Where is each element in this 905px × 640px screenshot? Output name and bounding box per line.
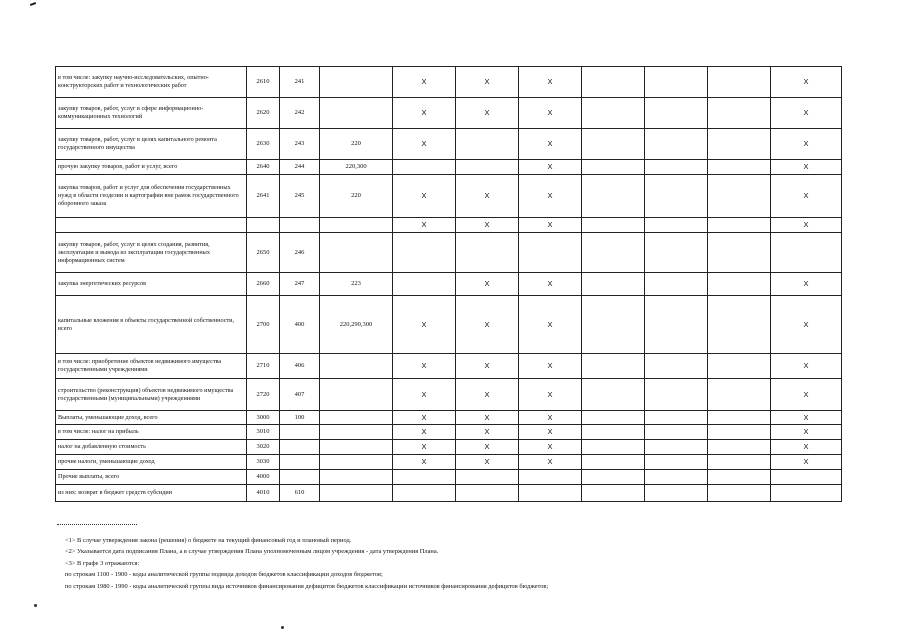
footnote-1: <1> В случае утверждения закона (решения) о бюджете на текущий финансовый год и плановый период. (65, 537, 352, 544)
row-kbk-cell: 242 (280, 98, 320, 129)
row-name-cell: прочие налоги, уменьшающие доход (56, 455, 247, 470)
row-code-cell: 2630 (247, 129, 280, 160)
row-value-cell: X (519, 160, 582, 175)
table-row (56, 160, 842, 175)
row-value-cell (708, 425, 771, 440)
table-row (56, 296, 842, 354)
row-code-cell: 3000 (247, 411, 280, 425)
row-value-cell: X (393, 440, 456, 455)
scan-mark (30, 2, 36, 6)
row-code-cell: 2720 (247, 379, 280, 411)
row-value-cell (456, 129, 519, 160)
row-value-cell: X (519, 425, 582, 440)
row-kosgu-cell (320, 218, 393, 233)
row-kbk-cell: 245 (280, 175, 320, 218)
row-value-cell (519, 485, 582, 502)
row-value-cell (582, 67, 645, 98)
row-value-cell (645, 455, 708, 470)
row-value-cell (708, 98, 771, 129)
row-value-cell (582, 129, 645, 160)
table-row (56, 455, 842, 470)
table-row (56, 233, 842, 273)
row-kosgu-cell (320, 379, 393, 411)
row-name-cell: закупку товаров, работ, услуг в целях капитального ремонта государственного имущества (56, 129, 247, 160)
row-value-cell: X (771, 175, 842, 218)
row-value-cell: X (771, 440, 842, 455)
row-value-cell: X (771, 354, 842, 379)
row-value-cell (645, 175, 708, 218)
row-value-cell: X (519, 379, 582, 411)
row-kosgu-cell: 220 (320, 175, 393, 218)
row-kosgu-cell (320, 98, 393, 129)
row-name-cell: в том числе: налог на прибыль (56, 425, 247, 440)
row-value-cell: X (456, 411, 519, 425)
row-value-cell: X (771, 160, 842, 175)
row-value-cell: X (456, 440, 519, 455)
row-code-cell: 2710 (247, 354, 280, 379)
table-row (56, 485, 842, 502)
row-value-cell (708, 233, 771, 273)
row-value-cell: X (519, 218, 582, 233)
row-kosgu-cell (320, 470, 393, 485)
row-value-cell (645, 470, 708, 485)
row-value-cell (645, 218, 708, 233)
row-code-cell: 4000 (247, 470, 280, 485)
row-value-cell: X (456, 354, 519, 379)
row-value-cell (393, 273, 456, 296)
row-value-cell (582, 455, 645, 470)
table-row (56, 470, 842, 485)
row-value-cell: X (456, 455, 519, 470)
row-value-cell: X (519, 455, 582, 470)
table-row (56, 354, 842, 379)
row-value-cell: X (519, 175, 582, 218)
row-value-cell: X (771, 296, 842, 354)
row-value-cell: X (393, 218, 456, 233)
row-value-cell (582, 440, 645, 455)
row-value-cell (393, 160, 456, 175)
row-value-cell (582, 175, 645, 218)
row-value-cell: X (771, 67, 842, 98)
row-value-cell (708, 129, 771, 160)
row-code-cell: 2610 (247, 67, 280, 98)
row-value-cell (645, 129, 708, 160)
row-value-cell (582, 379, 645, 411)
row-value-cell: X (456, 98, 519, 129)
row-value-cell: X (771, 129, 842, 160)
row-value-cell (519, 470, 582, 485)
row-kbk-cell (280, 425, 320, 440)
row-name-cell: закупку товаров, работ, услуг в целях создания, развития, эксплуатации и вывода из эксплуатации государственных информационных систем (56, 233, 247, 273)
row-value-cell: X (393, 67, 456, 98)
row-code-cell: 4010 (247, 485, 280, 502)
row-value-cell: X (771, 379, 842, 411)
row-kbk-cell: 241 (280, 67, 320, 98)
row-value-cell (645, 296, 708, 354)
row-kosgu-cell (320, 485, 393, 502)
row-value-cell (582, 411, 645, 425)
row-value-cell (708, 273, 771, 296)
row-value-cell: X (771, 455, 842, 470)
row-value-cell (708, 485, 771, 502)
row-value-cell (645, 425, 708, 440)
row-kosgu-cell (320, 425, 393, 440)
row-name-cell: прочую закупку товаров, работ и услуг, всего (56, 160, 247, 175)
row-kosgu-cell: 223 (320, 273, 393, 296)
footnote-2: <2> Указывается дата подписания Плана, а в случае утверждения Плана уполномоченным лицом учреждения - дата утверждения Плана. (65, 548, 439, 556)
row-code-cell: 2660 (247, 273, 280, 296)
row-code-cell: 2640 (247, 160, 280, 175)
row-kbk-cell: 247 (280, 273, 320, 296)
row-value-cell: X (456, 425, 519, 440)
row-value-cell (393, 233, 456, 273)
row-kosgu-cell (320, 455, 393, 470)
row-value-cell (456, 485, 519, 502)
footnote-3: <3> В графе 3 отражаются: (65, 559, 140, 567)
table-row (56, 175, 842, 218)
row-kosgu-cell (320, 354, 393, 379)
row-code-cell: 2700 (247, 296, 280, 354)
row-code-cell: 2620 (247, 98, 280, 129)
row-value-cell (708, 354, 771, 379)
row-name-cell: закупка энергетических ресурсов (56, 273, 247, 296)
row-value-cell (708, 67, 771, 98)
row-value-cell (645, 354, 708, 379)
row-value-cell (456, 160, 519, 175)
row-code-cell: 3030 (247, 455, 280, 470)
row-name-cell: капитальные вложения в объекты государственной собственности, всего (56, 296, 247, 354)
row-value-cell: X (456, 218, 519, 233)
row-value-cell (708, 411, 771, 425)
row-name-cell: закупка товаров, работ и услуг для обеспечения государственных нужд в области геодезии и картографии вне рамок государственного оборонного заказа (56, 175, 247, 218)
row-value-cell: X (519, 273, 582, 296)
row-value-cell: X (519, 98, 582, 129)
row-kbk-cell: 100 (280, 411, 320, 425)
row-value-cell (456, 233, 519, 273)
row-value-cell: X (771, 425, 842, 440)
row-value-cell: X (456, 273, 519, 296)
row-value-cell: X (519, 129, 582, 160)
row-code-cell: 3010 (247, 425, 280, 440)
table-row (56, 411, 842, 425)
scan-speck (34, 604, 37, 607)
footnote-3b: по строкам 1980 - 1990 - коды аналитической группы вида источников финансирования дефицитов бюджетов классификации источников финансирования дефицитов бюджетов; (65, 582, 549, 590)
row-value-cell (582, 296, 645, 354)
row-kbk-cell: 243 (280, 129, 320, 160)
row-name-cell: в том числе: приобретение объектов недвижимого имущества государственными учреждениями (56, 354, 247, 379)
row-value-cell (645, 273, 708, 296)
row-kosgu-cell (320, 233, 393, 273)
table-row (56, 67, 842, 98)
row-value-cell: X (393, 455, 456, 470)
row-kbk-cell: 610 (280, 485, 320, 502)
row-value-cell (771, 485, 842, 502)
scan-speck (281, 626, 284, 629)
row-value-cell: X (519, 411, 582, 425)
row-kosgu-cell (320, 411, 393, 425)
row-value-cell (771, 470, 842, 485)
row-code-cell: 2650 (247, 233, 280, 273)
row-value-cell (393, 485, 456, 502)
row-name-cell: налог на добавленную стоимость (56, 440, 247, 455)
row-value-cell (582, 354, 645, 379)
row-code-cell: 3020 (247, 440, 280, 455)
row-value-cell: X (771, 411, 842, 425)
row-code-cell (247, 218, 280, 233)
row-kbk-cell (280, 440, 320, 455)
row-name-cell: Выплаты, уменьшающие доход, всего (56, 411, 247, 425)
row-value-cell: X (393, 175, 456, 218)
row-value-cell: X (519, 440, 582, 455)
row-value-cell: X (456, 175, 519, 218)
row-value-cell: X (456, 379, 519, 411)
row-kbk-cell: 406 (280, 354, 320, 379)
table-row (56, 218, 842, 233)
row-kbk-cell (280, 218, 320, 233)
row-value-cell (582, 273, 645, 296)
row-value-cell (645, 485, 708, 502)
row-kbk-cell: 244 (280, 160, 320, 175)
row-value-cell (708, 175, 771, 218)
row-name-cell: из них: возврат в бюджет средств субсидии (56, 485, 247, 502)
row-value-cell (645, 67, 708, 98)
footnote-separator (57, 524, 137, 525)
row-value-cell (708, 160, 771, 175)
row-value-cell (708, 440, 771, 455)
row-value-cell (708, 455, 771, 470)
row-value-cell: X (456, 296, 519, 354)
row-name-cell: закупку товаров, работ, услуг в сфере информационно-коммуникационных технологий (56, 98, 247, 129)
row-value-cell: X (393, 296, 456, 354)
row-value-cell: X (393, 411, 456, 425)
row-kbk-cell (280, 470, 320, 485)
row-code-cell: 2641 (247, 175, 280, 218)
row-value-cell (645, 440, 708, 455)
row-value-cell (645, 233, 708, 273)
row-value-cell (708, 296, 771, 354)
row-name-cell: Прочие выплаты, всего (56, 470, 247, 485)
row-value-cell: X (393, 354, 456, 379)
row-kosgu-cell: 220,290,300 (320, 296, 393, 354)
row-name-cell: в том числе: закупку научно-исследовательских, опытно-конструкторских работ и технологических работ (56, 67, 247, 98)
row-value-cell: X (771, 273, 842, 296)
row-kosgu-cell: 220 (320, 129, 393, 160)
row-value-cell: X (519, 67, 582, 98)
row-value-cell (582, 425, 645, 440)
table-row (56, 273, 842, 296)
row-value-cell: X (393, 98, 456, 129)
row-kbk-cell (280, 455, 320, 470)
footnotes (65, 535, 885, 592)
row-name-cell (56, 218, 247, 233)
table-row (56, 379, 842, 411)
row-name-cell: строительство (реконструкция) объектов недвижимого имущества государственными (муниципальными) учреждениями (56, 379, 247, 411)
row-value-cell (645, 98, 708, 129)
row-value-cell (582, 98, 645, 129)
row-value-cell (771, 233, 842, 273)
table-body (56, 67, 842, 502)
row-value-cell: X (519, 354, 582, 379)
row-value-cell (393, 470, 456, 485)
row-value-cell: X (393, 129, 456, 160)
row-value-cell (582, 218, 645, 233)
row-kbk-cell: 246 (280, 233, 320, 273)
row-value-cell (582, 485, 645, 502)
row-kosgu-cell (320, 67, 393, 98)
row-value-cell: X (771, 218, 842, 233)
row-value-cell: X (393, 379, 456, 411)
row-kbk-cell: 400 (280, 296, 320, 354)
row-value-cell (582, 470, 645, 485)
table-row (56, 129, 842, 160)
row-value-cell (582, 233, 645, 273)
table-row (56, 425, 842, 440)
row-value-cell (582, 160, 645, 175)
row-kosgu-cell (320, 440, 393, 455)
row-kbk-cell: 407 (280, 379, 320, 411)
table-row (56, 440, 842, 455)
table-row (56, 98, 842, 129)
row-value-cell (708, 379, 771, 411)
row-value-cell (645, 411, 708, 425)
footnote-3a: по строкам 1100 - 1900 - коды аналитической группы подвида доходов бюджетов классификации доходов бюджетов; (65, 571, 383, 579)
row-value-cell (645, 160, 708, 175)
row-value-cell (645, 379, 708, 411)
plan-table (55, 66, 842, 502)
row-value-cell: X (519, 296, 582, 354)
row-value-cell: X (771, 98, 842, 129)
row-value-cell: X (456, 67, 519, 98)
row-value-cell (456, 470, 519, 485)
row-value-cell (519, 233, 582, 273)
row-kosgu-cell: 220,300 (320, 160, 393, 175)
row-value-cell (708, 470, 771, 485)
row-value-cell: X (393, 425, 456, 440)
row-value-cell (708, 218, 771, 233)
